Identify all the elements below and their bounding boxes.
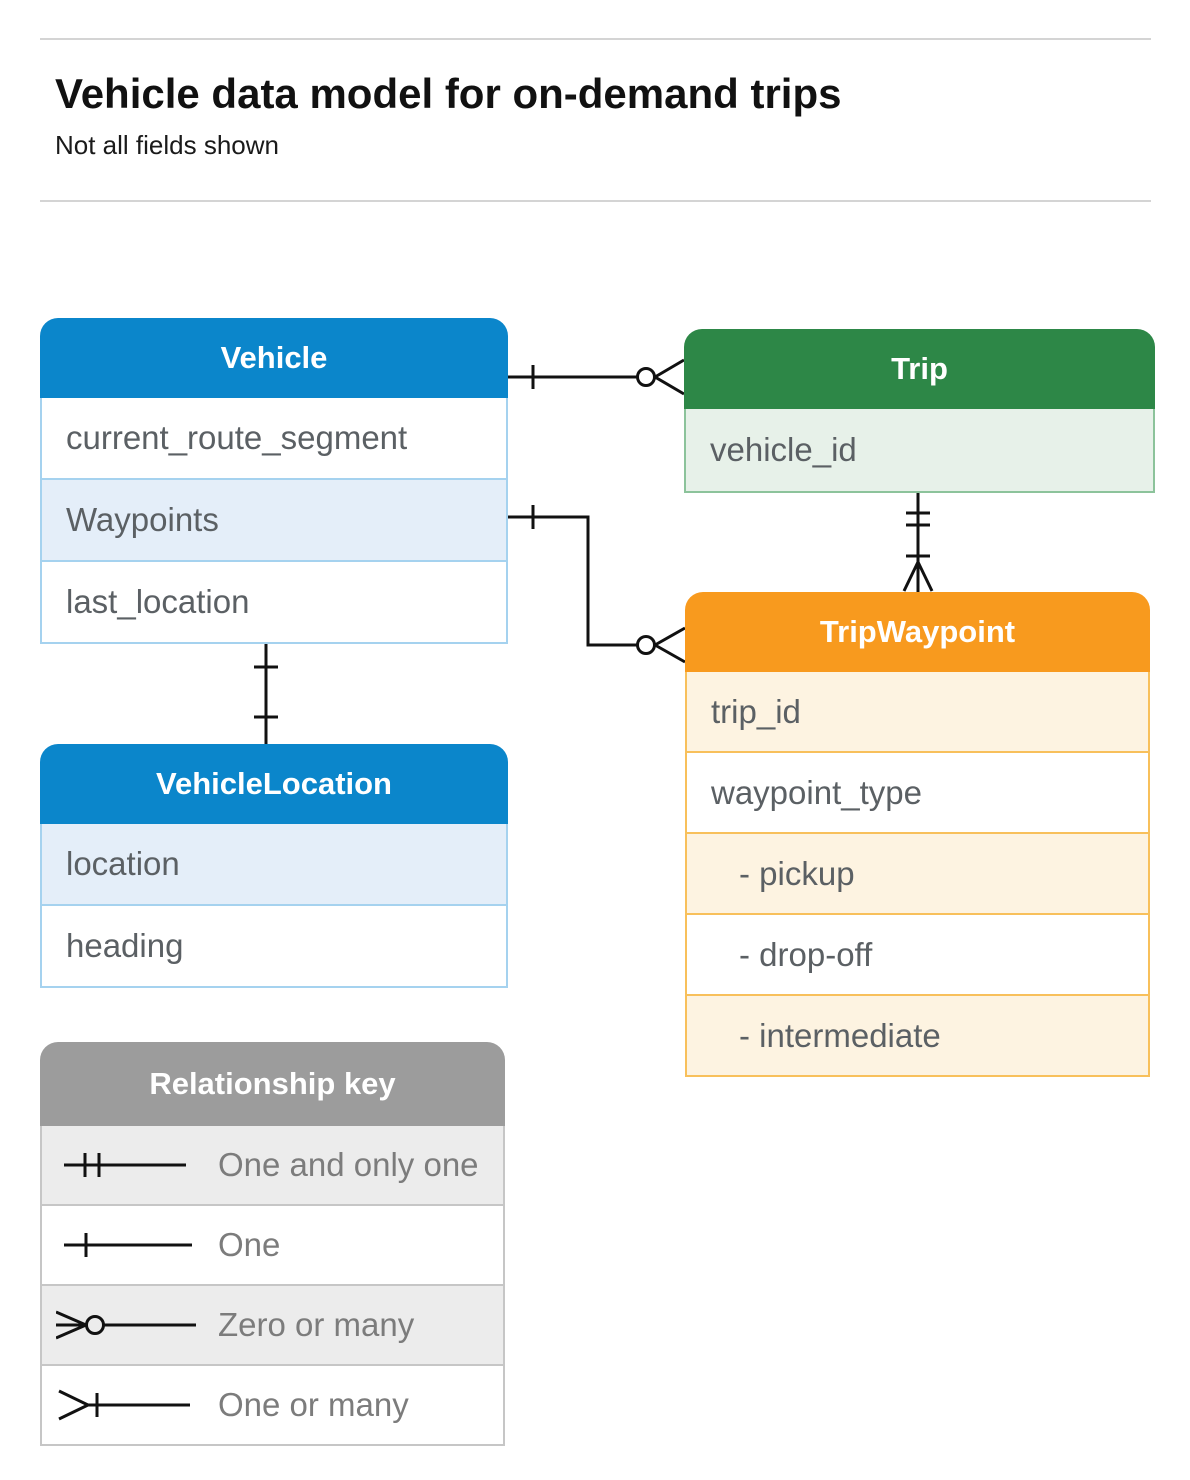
- top-divider: [40, 38, 1151, 40]
- connector-waypoints-tripwaypoint: [508, 505, 685, 662]
- page-subtitle: Not all fields shown: [55, 130, 279, 160]
- entity-trip: [684, 329, 1155, 493]
- field-current-route-segment: current_route_segment: [66, 419, 408, 456]
- entity-trip-title: Trip: [891, 351, 948, 386]
- field-heading: heading: [42, 904, 506, 986]
- one-or-many-icon: [56, 1377, 216, 1433]
- relationship-key: [40, 1042, 505, 1446]
- enum-pickup: - pickup: [687, 832, 1148, 913]
- relationship-key-header: [40, 1042, 505, 1126]
- entity-vehiclelocation-header: [40, 744, 508, 824]
- entity-vehiclelocation: [40, 744, 508, 988]
- one-icon: [56, 1217, 216, 1273]
- entity-vehicle-title: Vehicle: [220, 340, 328, 375]
- enum-drop-off: - drop-off: [687, 913, 1148, 994]
- page-title: Vehicle data model for on-demand trips: [55, 70, 842, 117]
- field-waypoint-type: waypoint_type: [687, 751, 1148, 832]
- entity-tripwaypoint-header: [685, 592, 1150, 672]
- entity-vehicle: [40, 318, 508, 644]
- header-divider: [40, 200, 1151, 202]
- key-row-one: One: [42, 1204, 503, 1284]
- field-trip-id: trip_id: [687, 672, 1148, 751]
- connector-trip-tripwaypoint: [904, 493, 932, 592]
- key-row-zero-or-many: Zero or many: [42, 1284, 503, 1364]
- one-and-only-one-icon: [56, 1137, 216, 1193]
- field-vehicle-id: vehicle_id: [686, 409, 1153, 491]
- enum-intermediate: - intermediate: [687, 994, 1148, 1075]
- entity-tripwaypoint-title: TripWaypoint: [819, 614, 1016, 649]
- zero-or-many-icon: [56, 1297, 216, 1353]
- connector-vehicle-trip: [508, 360, 684, 394]
- connector-vehicle-vehiclelocation: [254, 640, 278, 744]
- entity-tripwaypoint: [685, 592, 1150, 1077]
- relationship-key-title: Relationship key: [149, 1066, 396, 1101]
- key-row-one-or-many: One or many: [42, 1364, 503, 1444]
- entity-vehiclelocation-title: VehicleLocation: [155, 766, 392, 801]
- key-row-one-and-only-one: One and only one: [42, 1126, 503, 1204]
- entity-vehicle-header: [40, 318, 508, 398]
- field-location: location: [42, 824, 506, 904]
- field-waypoints: Waypoints: [42, 478, 506, 560]
- field-last-location: last_location: [42, 560, 506, 642]
- entity-trip-header: [684, 329, 1155, 409]
